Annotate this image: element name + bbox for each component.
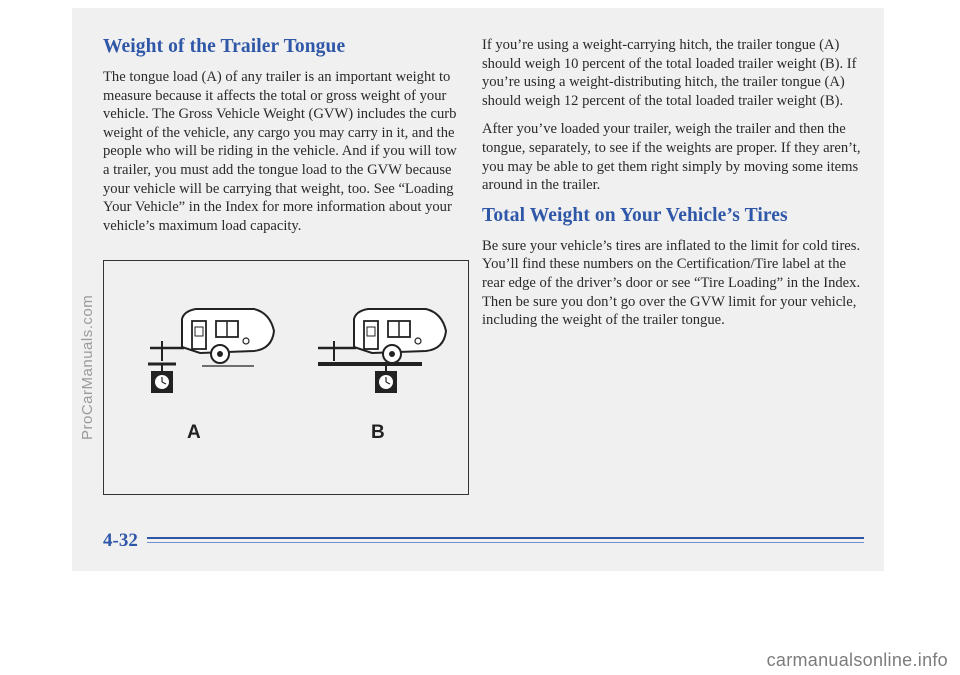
page-number: 4-32 — [103, 530, 138, 551]
bottom-watermark: carmanualsonline.info — [766, 650, 948, 670]
trailer-b-illustration — [318, 309, 446, 393]
weigh-trailer-paragraph: After you’ve loaded your trailer, weigh the trailer and then the tongue, separately, to see if the weights are proper. If they aren’t, you may be able to get them right simply by moving some items around in the trailer. — [482, 121, 861, 194]
hitch-percentage-paragraph: If you’re using a weight-carrying hitch, the trailer tongue (A) should weigh 10 percent of the total loaded trailer weight (B). If you’re using a weight-distributing hitch, the trailer tongue (A) should weigh 12 percent of the total loaded trailer weight (B). — [482, 37, 857, 109]
trailer-weighing-illustration — [103, 260, 469, 495]
section-heading-tire-weight: Total Weight on Your Vehicle’s Tires — [482, 204, 788, 226]
left-column — [103, 36, 463, 245]
label-b: B — [371, 422, 385, 443]
trailer-a-illustration — [148, 309, 274, 393]
right-column — [482, 36, 867, 340]
section-heading-tongue-weight: Weight of the Trailer Tongue — [103, 36, 346, 57]
footer-rule — [147, 537, 864, 539]
label-a: A — [187, 422, 201, 443]
tire-inflation-paragraph: Be sure your vehicle’s tires are inflated to the limit for cold tires. You’ll find these numbers on the Certification/Tire label at the rear edge of the driver’s door or see “Tire Loading” in the Index. Then be sure you don’t go over the GVW limit for your vehicle, including the weight of the trailer tongue. — [482, 237, 861, 329]
footer-rule-thin — [147, 542, 864, 543]
tongue-load-paragraph: The tongue load (A) of any trailer is an important weight to measure because it affects the total or gross weight of your vehicle. The Gross Vehicle Weight (GVW) includes the curb weight of the vehicle, any cargo you may carry in it, and the people who will be riding in the vehicle. And if you will tow a trailer, you must add the tongue load to the GVW because your vehicle will be carrying that weight, too. See “Loading Your Vehicle” in the Index for more information about your vehicle’s maximum load capacity. — [103, 69, 457, 234]
